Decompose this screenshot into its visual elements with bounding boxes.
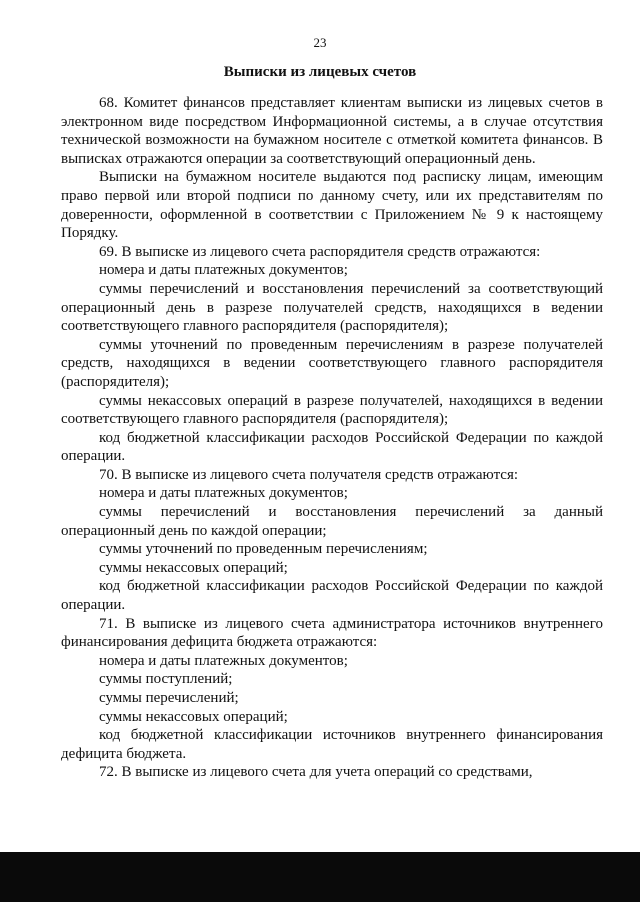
- list-item: суммы уточнений по проведенным перечислениям в разрезе получателей средств, находящихся в ведении соответствующего главного распорядителя (распорядителя);: [61, 336, 603, 390]
- list-item: номера и даты платежных документов;: [99, 485, 348, 502]
- list-item: суммы перечислений;: [99, 690, 239, 706]
- list-item: суммы некассовых операций;: [99, 559, 288, 576]
- paragraph: 69. В выписке из лицевого счета распорядителя средств отражаются:: [99, 243, 541, 260]
- scan-border-bar: [0, 852, 640, 902]
- list-item: код бюджетной классификации расходов Российской Федерации по каждой операции.: [61, 578, 603, 614]
- list-item: суммы некассовых операций;: [99, 708, 288, 725]
- list-item: суммы перечислений и восстановления перечислений за соответствующий операционный день в разрезе получателей средств, находящихся в ведении соответствующего главного распорядителя (распорядителя);: [61, 280, 603, 335]
- paragraph: 72. В выписке из лицевого счета для учета операций со средствами,: [99, 764, 533, 781]
- paragraph: Выписки на бумажном носителе выдаются под расписку лицам, имеющим право первой или второй подписи по данному счету, или их представителям по доверенности, оформленной в соответствии с Приложением № 9 к настоящему Порядку.: [61, 169, 603, 242]
- section-heading: Выписки из лицевых счетов: [223, 64, 417, 80]
- list-item: код бюджетной классификации источников внутреннего финансирования дефицита бюджета.: [61, 727, 603, 762]
- list-item: суммы уточнений по проведенным перечислениям;: [99, 541, 428, 558]
- list-item: суммы поступлений;: [99, 671, 233, 688]
- paragraph: 68. Комитет финансов представляет клиентам выписки из лицевых счетов в электронном виде посредством Информационной системы, а в случае отсутствия технической возможности на бумажном носителе с отметкой комитета финансов. В выписках отражаются операции за соответствующий операционный день.: [61, 95, 603, 167]
- paragraph: 70. В выписке из лицевого счета получателя средств отражаются:: [99, 466, 519, 483]
- page-number: 23: [313, 35, 327, 50]
- list-item: номера и даты платежных документов;: [99, 262, 348, 279]
- paragraph: 71. В выписке из лицевого счета администратора источников внутреннего финансирования дефицита бюджета отражаются:: [61, 615, 603, 651]
- list-item: суммы некассовых операций в разрезе получателей, находящихся в ведении соответствующего главного распорядителя (распорядителя);: [61, 392, 603, 428]
- document-body: [61, 94, 603, 782]
- list-item: суммы перечислений и восстановления перечислений за данный операционный день по каждой операции;: [61, 504, 603, 539]
- list-item: номера и даты платежных документов;: [99, 652, 348, 669]
- list-item: код бюджетной классификации расходов Российской Федерации по каждой операции.: [61, 429, 603, 465]
